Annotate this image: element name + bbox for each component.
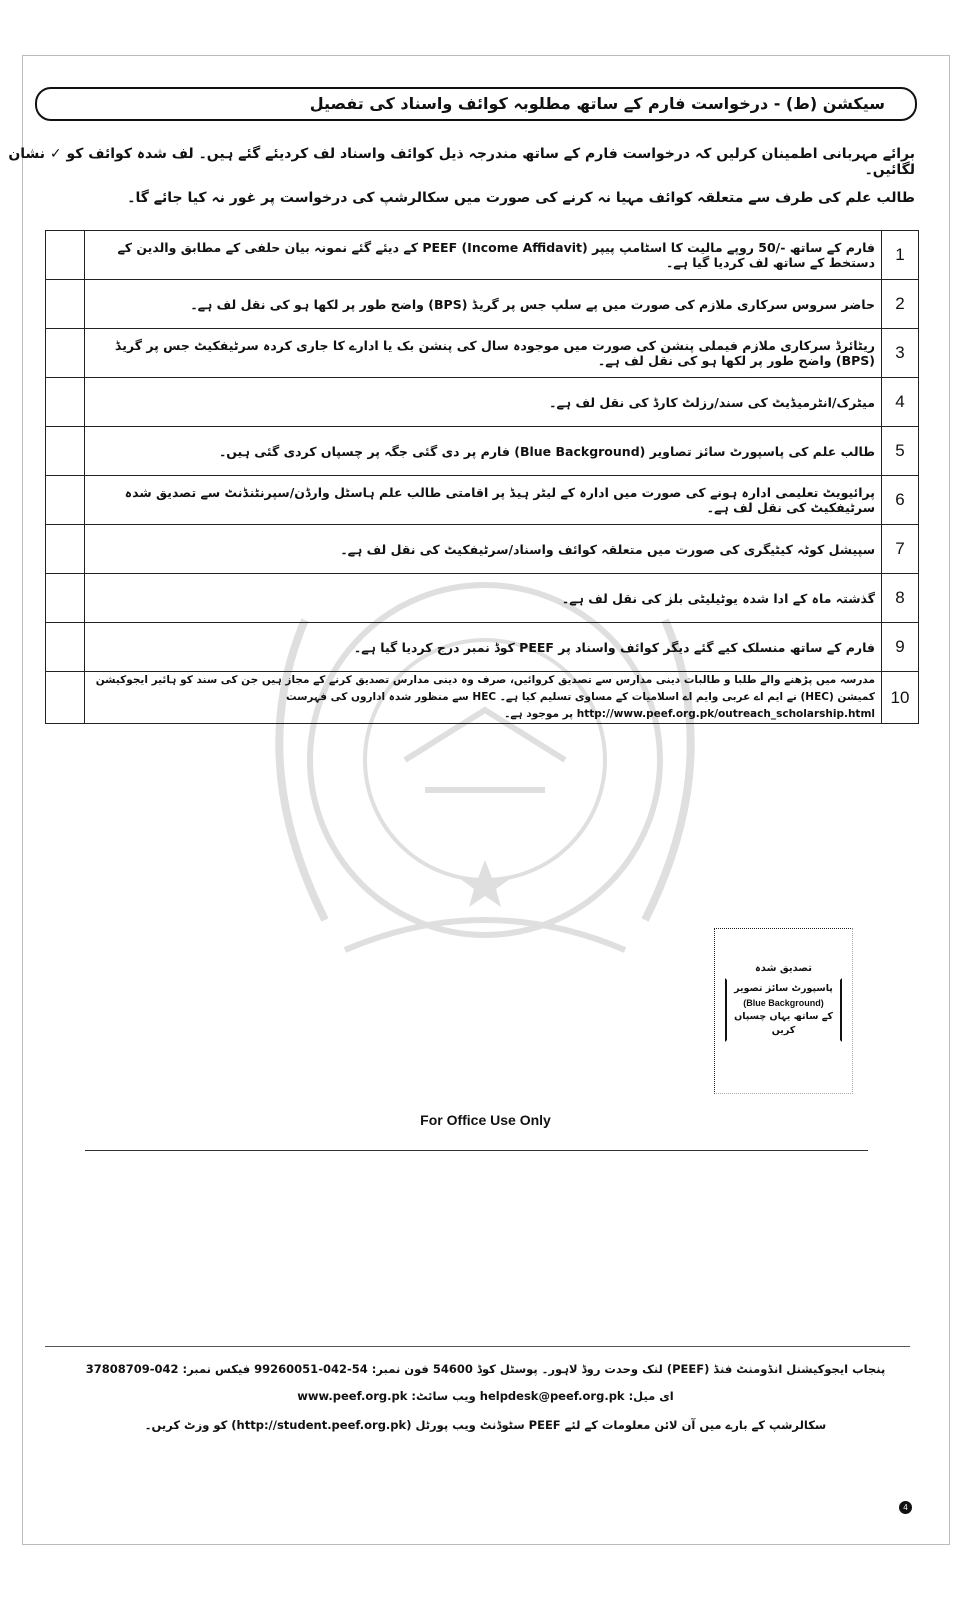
row-checkbox[interactable] [46,280,85,329]
checklist-row [46,427,919,476]
footer-divider [45,1346,910,1347]
photo-paste-label: کے ساتھ یہاں چسپاں کریں [734,1011,833,1036]
row-text: حاضر سروس سرکاری ملازم کی صورت میں پے سلپ جس پر گریڈ (BPS) واضح طور پر لکھا ہو کی نقل لف ہے۔ [85,280,882,329]
photo-attested-label: تصدیق شدہ [754,963,813,974]
row-checkbox[interactable] [46,672,85,724]
footer-address: پنجاب ایجوکیشنل انڈومنٹ فنڈ (PEEF) لنک وحدت روڈ لاہور۔ پوسٹل کوڈ 54600 فون نمبر: 54-042-99260051 فیکس نمبر: 042-37808709 [85,1362,886,1376]
row-number: 1 [882,231,919,280]
row-checkbox[interactable] [46,525,85,574]
photo-placeholder-box [714,928,853,1094]
row-number: 4 [882,378,919,427]
documents-checklist-table [45,230,919,724]
row-text: پرائیویٹ تعلیمی ادارہ ہونے کی صورت میں ادارہ کے لیٹر ہیڈ پر اقامتی طالب علم ہاسٹل وارڈن/سپرنٹنڈنٹ سے تصدیق شدہ سرٹیفکیٹ کی نقل لف ہے۔ [85,476,882,525]
row-checkbox[interactable] [46,427,85,476]
page-number: 4 [899,1501,912,1514]
row-text: مدرسہ میں پڑھنے والے طلبا و طالبات دینی مدارس سے تصدیق کروائیں، صرف وہ دینی مدارس تصدیق کرنے کے مجاز ہیں جن کی سند کو ہائیر ایجوکیشن کمیشن (HEC) نے ایم اے عربی وایم اے اسلامیات کے مساوی تسلیم کیا ہے۔ HEC سے منظور شدہ اداروں کی فہرست http://www.peef.org.pk/outreach_scholarship.html پر موجود ہے۔ [85,672,882,724]
row-number: 9 [882,623,919,672]
row-number: 10 [882,672,919,724]
row-text: فارم کے ساتھ منسلک کیے گئے دیگر کوائف واسناد پر PEEF کوڈ نمبر درج کردیا گیا ہے۔ [85,623,882,672]
photo-instructions-bracket [725,978,842,1042]
row-text: سپیشل کوٹہ کیٹیگری کی صورت میں متعلقہ کوائف واسناد/سرٹیفکیٹ کی نقل لف ہے۔ [85,525,882,574]
row-number: 8 [882,574,919,623]
checklist-row [46,623,919,672]
checklist-row [46,329,919,378]
intro-line-1: برائے مہربانی اطمینان کرلیں کہ درخواست فارم کے ساتھ مندرجہ ذیل کوائف واسناد لف کردیئے گئے ہیں۔ لف شدہ کوائف کو ✓ نشان لگائیں۔ [8,146,915,178]
footer-portal: سکالرشپ کے بارے میں آن لائن معلومات کے لئے PEEF سٹوڈنٹ ویب پورٹل (http://student.peef.org.pk) کو وزٹ کریں۔ [144,1418,827,1432]
row-checkbox[interactable] [46,231,85,280]
office-use-heading: For Office Use Only [420,1112,551,1128]
row-text: طالب علم کی پاسپورٹ سائز تصاویر (Blue Background) فارم پر دی گئی جگہ پر چسپاں کردی گئی ہیں۔ [85,427,882,476]
row-checkbox[interactable] [46,623,85,672]
row-text: فارم کے ساتھ -/50 روپے مالیت کا اسٹامپ پیپر PEEF (Income Affidavit) کے دیئے گئے نمونہ بیان حلفی کے مطابق والدین کے دستخط کے ساتھ لف کردیا گیا ہے۔ [85,231,882,280]
photo-background-label: (Blue Background) [743,998,824,1008]
row-checkbox[interactable] [46,476,85,525]
section-title: سیکشن (ط) - درخواست فارم کے ساتھ مطلوبہ کوائف واسناد کی تفصیل [35,87,917,121]
checklist-row [46,378,919,427]
row-number: 3 [882,329,919,378]
row-text: میٹرک/انٹرمیڈیٹ کی سند/رزلٹ کارڈ کی نقل لف ہے۔ [85,378,882,427]
intro-line-2: طالب علم کی طرف سے متعلقہ کوائف مہیا نہ کرنے کی صورت میں سکالرشپ کی درخواست پر غور نہ کیا جائے گا۔ [127,190,915,206]
checklist-row [46,231,919,280]
photo-size-label: پاسپورٹ سائز تصویر [734,983,833,994]
row-number: 7 [882,525,919,574]
checklist-row [46,525,919,574]
checklist-row [46,476,919,525]
row-number: 5 [882,427,919,476]
row-number: 2 [882,280,919,329]
row-checkbox[interactable] [46,329,85,378]
row-number: 6 [882,476,919,525]
footer-contact: ای میل: helpdesk@peef.org.pk ویب سائٹ: www.peef.org.pk [297,1389,674,1403]
checklist-row [46,574,919,623]
office-use-divider [85,1150,868,1151]
row-text: ریٹائرڈ سرکاری ملازم فیملی پنشن کی صورت میں موجودہ سال کی پنشن بک یا ادارے کا جاری کردہ سرٹیفکیٹ جس پر گریڈ (BPS) واضح طور پر لکھا ہو کی نقل لف ہے۔ [85,329,882,378]
row-checkbox[interactable] [46,378,85,427]
checklist-row [46,672,919,724]
checklist-row [46,280,919,329]
row-checkbox[interactable] [46,574,85,623]
row-text: گذشتہ ماہ کے ادا شدہ یوٹیلیٹی بلز کی نقل لف ہے۔ [85,574,882,623]
